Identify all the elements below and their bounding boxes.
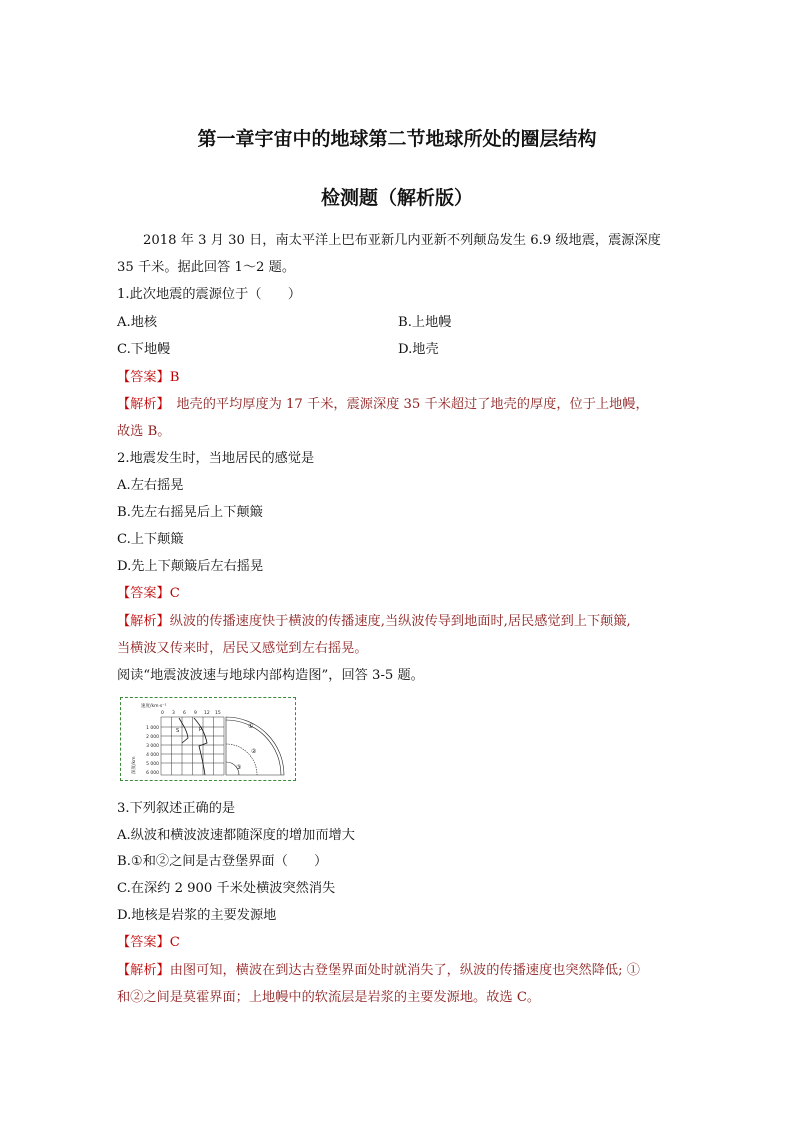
q2-analysis-line-2: 当横波又传来时，居民又感觉到左右摇晃。 bbox=[117, 641, 368, 656]
q1-option-d: D.地壳 bbox=[398, 342, 439, 357]
q3-answer bbox=[117, 934, 180, 952]
reading-intro: 阅读“地震波波速与地球内部构造图”，回答 3-5 题。 bbox=[117, 668, 424, 683]
q2-answer-value: C bbox=[169, 586, 180, 601]
speed-tick: 0 bbox=[161, 711, 164, 716]
q2-answer bbox=[117, 585, 180, 603]
depth-tick: 2 000 bbox=[146, 735, 159, 740]
q1-option-c: C.下地幔 bbox=[117, 342, 171, 357]
speed-tick: 3 bbox=[172, 711, 175, 716]
q2-option-b: B.先左右摇晃后上下颠簸 bbox=[117, 505, 263, 520]
q1-analysis-line-2: 故选 B。 bbox=[117, 424, 171, 439]
layer-1-label: ① bbox=[248, 723, 254, 730]
q1-analysis-text-1: 地壳的平均厚度为 17 千米，震源深度 35 千米超过了地壳的厚度，位于上地幔， bbox=[163, 397, 649, 412]
document-subtitle: 检测题（解析版） bbox=[320, 187, 473, 209]
layer-3-label: ③ bbox=[236, 764, 242, 771]
layer-2-label: ② bbox=[251, 748, 257, 755]
depth-axis-label: 深度/km bbox=[132, 756, 137, 774]
analysis-tag: 【解析】 bbox=[117, 397, 164, 412]
intro-line-2: 35 千米。据此回答 1～2 题。 bbox=[117, 260, 296, 275]
depth-tick: 3 000 bbox=[146, 744, 159, 749]
q3-stem: 3.下列叙述正确的是 bbox=[117, 801, 236, 816]
answer-tag: 【答案】 bbox=[117, 935, 170, 950]
p-wave-label: P bbox=[199, 727, 203, 733]
q1-stem: 1.此次地震的震源位于（ ） bbox=[117, 287, 302, 302]
q2-analysis-line-1 bbox=[117, 613, 631, 631]
s-wave-curve bbox=[179, 718, 188, 743]
q2-option-a: A.左右摇晃 bbox=[117, 478, 184, 493]
speed-tick: 12 bbox=[204, 711, 210, 716]
seismic-wave-diagram bbox=[121, 698, 297, 782]
analysis-tag: 【解析】 bbox=[117, 614, 170, 629]
answer-tag: 【答案】 bbox=[117, 586, 170, 601]
speed-tick: 6 bbox=[183, 711, 186, 716]
seismic-wave-figure bbox=[120, 697, 296, 781]
speed-tick: 9 bbox=[194, 711, 197, 716]
q1-analysis-line-1 bbox=[117, 396, 649, 414]
speed-tick: 15 bbox=[215, 711, 221, 716]
q3-answer-value: C bbox=[169, 935, 180, 950]
q3-option-b: B.①和②之间是古登堡界面（ ） bbox=[117, 854, 328, 869]
q2-analysis-text-1: 纵波的传播速度快于横波的传播速度,当纵波传导到地面时,居民感觉到上下颠簸, bbox=[169, 614, 631, 629]
q1-option-b: B.上地幔 bbox=[398, 315, 452, 330]
s-wave-label: S bbox=[176, 728, 180, 734]
q1-answer-value: B bbox=[169, 370, 180, 385]
q3-option-a: A.纵波和横波波速都随深度的增加而增大 bbox=[117, 828, 355, 843]
q3-analysis-text-1: 由图可知，横波在到达古登堡界面处时就消失了，纵波的传播速度也突然降低; ① bbox=[169, 963, 640, 978]
chart-grid bbox=[161, 717, 224, 775]
analysis-tag: 【解析】 bbox=[117, 963, 170, 978]
depth-tick: 6 000 bbox=[146, 771, 159, 776]
intro-line-1: 2018 年 3 月 30 日，南太平洋上巴布亚新几内亚新不列颠岛发生 6.9 级地震，震源深度 bbox=[143, 233, 661, 248]
earth-section bbox=[226, 717, 284, 775]
depth-tick: 5 000 bbox=[146, 762, 159, 767]
q1-option-a: A.地核 bbox=[117, 315, 158, 330]
q3-option-d: D.地核是岩浆的主要发源地 bbox=[117, 908, 277, 923]
q3-analysis-line-1 bbox=[117, 962, 640, 980]
q2-stem: 2.地震发生时，当地居民的感觉是 bbox=[117, 451, 315, 466]
depth-tick: 4 000 bbox=[146, 753, 159, 758]
q1-answer bbox=[117, 369, 179, 387]
q2-option-c: C.上下颠簸 bbox=[117, 532, 184, 547]
document-title: 第一章宇宙中的地球第二节地球所处的圈层结构 bbox=[197, 128, 597, 150]
q3-analysis-line-2: 和②之间是莫霍界面；上地幔中的软流层是岩浆的主要发源地。故选 C。 bbox=[117, 990, 541, 1005]
speed-axis-label: 速度/km·s⁻¹ bbox=[141, 704, 167, 709]
depth-tick: 1 000 bbox=[146, 726, 159, 731]
q3-option-c: C.在深约 2 900 千米处横波突然消失 bbox=[117, 881, 336, 896]
q2-option-d: D.先上下颠簸后左右摇晃 bbox=[117, 559, 264, 574]
answer-tag: 【答案】 bbox=[117, 370, 170, 385]
